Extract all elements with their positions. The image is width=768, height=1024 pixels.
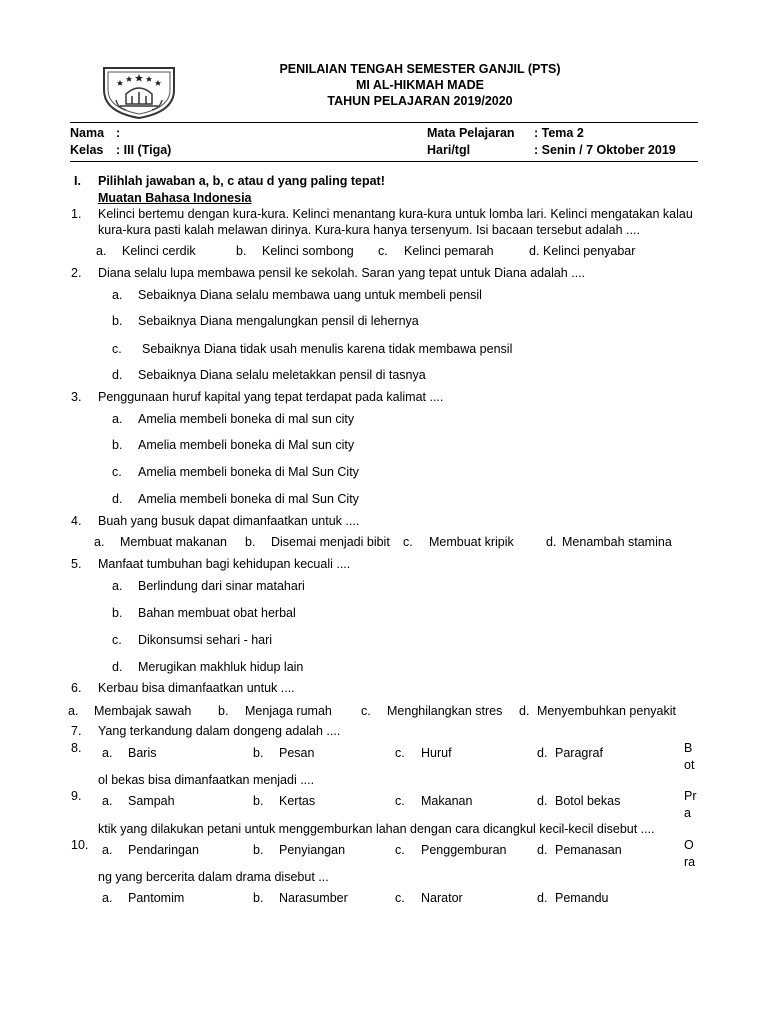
q2-option-d[interactable]: Sebaiknya Diana selalu meletakkan pensil di tasnya	[138, 368, 426, 382]
q5-option-d[interactable]: Merugikan makhluk hidup lain	[138, 660, 304, 674]
q8-option-b-label: b.	[253, 794, 264, 808]
q1-option-c[interactable]: Kelinci pemarah	[404, 244, 494, 258]
q5-option-a[interactable]: Berlindung dari sinar matahari	[138, 579, 305, 593]
kelas-value: : III (Tiga)	[116, 143, 172, 157]
q10-side-fragment-1: O	[684, 838, 694, 852]
q5-number: 5.	[71, 557, 82, 571]
q1-number: 1.	[71, 207, 82, 221]
q8-option-c-label: c.	[395, 794, 405, 808]
q2-option-b-label: b.	[112, 314, 123, 328]
q10-option-b-label: b.	[253, 891, 264, 905]
q8-option-c[interactable]: Makanan	[421, 794, 473, 808]
q2-text: Diana selalu lupa membawa pensil ke sekolah. Saran yang tepat untuk Diana adalah ....	[98, 266, 586, 280]
q1-option-b[interactable]: Kelinci sombong	[262, 244, 354, 258]
q9-side-fragment-2: a	[684, 806, 691, 820]
q2-option-a[interactable]: Sebaiknya Diana selalu membawa uang untuk membeli pensil	[138, 288, 482, 302]
q8-option-a[interactable]: Sampah	[128, 794, 175, 808]
q2-option-c[interactable]: Sebaiknya Diana tidak usah menulis karena tidak membawa pensil	[142, 342, 513, 356]
q3-number: 3.	[71, 390, 82, 404]
q4-text: Buah yang busuk dapat dimanfaatkan untuk ....	[98, 514, 360, 528]
q1-option-d-label: d.	[529, 244, 540, 258]
header-rule-top	[70, 122, 698, 123]
q3-option-d[interactable]: Amelia membeli boneka di mal Sun City	[138, 492, 359, 506]
q4-number: 4.	[71, 514, 82, 528]
q4-option-d[interactable]: Menambah stamina	[562, 535, 672, 549]
q1-text-line2: kura-kura pasti kalah melawan dirinya. Kura-kura hanya tersenyum. Isi bacaan tersebut adalah ....	[98, 223, 640, 237]
q7-option-b-label: b.	[253, 746, 264, 760]
q3-option-b-label: b.	[112, 438, 123, 452]
q4-option-a-label: a.	[94, 535, 105, 549]
nama-label: Nama	[70, 126, 105, 140]
school-emblem-icon	[96, 60, 182, 120]
q3-option-d-label: d.	[112, 492, 123, 506]
q10-option-d[interactable]: Pemandu	[555, 891, 609, 905]
q7-option-a-label: a.	[102, 746, 113, 760]
q8-text: ol bekas bisa dimanfaatkan menjadi ....	[98, 773, 315, 787]
q7-option-c[interactable]: Huruf	[421, 746, 452, 760]
header-rule-bottom	[70, 161, 698, 162]
section-instruction: Pilihlah jawaban a, b, c atau d yang paling tepat!	[98, 174, 385, 188]
q6-text: Kerbau bisa dimanfaatkan untuk ....	[98, 681, 295, 695]
q10-option-c-label: c.	[395, 891, 405, 905]
q7-text: Yang terkandung dalam dongeng adalah ....	[98, 724, 341, 738]
header-title-line1: PENILAIAN TENGAH SEMESTER GANJIL (PTS)	[279, 62, 561, 76]
q8-option-b[interactable]: Kertas	[279, 794, 316, 808]
q6-option-c-label: c.	[361, 704, 371, 718]
q10-option-c[interactable]: Narator	[421, 891, 463, 905]
q7-option-c-label: c.	[395, 746, 405, 760]
q2-option-d-label: d.	[112, 368, 123, 382]
q6-option-c[interactable]: Menghilangkan stres	[387, 704, 503, 718]
q10-text: ng yang bercerita dalam drama disebut ...	[98, 870, 329, 884]
q8-option-d[interactable]: Botol bekas	[555, 794, 621, 808]
q1-option-d[interactable]: Kelinci penyabar	[543, 244, 636, 258]
hari-label: Hari/tgl	[427, 143, 471, 157]
q3-option-c[interactable]: Amelia membeli boneka di Mal Sun City	[138, 465, 359, 479]
q10-option-a[interactable]: Pantomim	[128, 891, 185, 905]
q3-option-b[interactable]: Amelia membeli boneka di Mal sun city	[138, 438, 355, 452]
q10-number: 10.	[71, 838, 89, 852]
q3-option-a[interactable]: Amelia membeli boneka di mal sun city	[138, 412, 355, 426]
hari-value: : Senin / 7 Oktober 2019	[534, 143, 676, 157]
q1-option-a[interactable]: Kelinci cerdik	[122, 244, 196, 258]
q10-option-d-label: d.	[537, 891, 548, 905]
q5-option-d-label: d.	[112, 660, 123, 674]
q9-option-a[interactable]: Pendaringan	[128, 843, 199, 857]
q10-option-a-label: a.	[102, 891, 113, 905]
q3-option-a-label: a.	[112, 412, 123, 426]
q8-option-a-label: a.	[102, 794, 113, 808]
q6-option-a[interactable]: Membajak sawah	[94, 704, 192, 718]
q8-side-fragment-1: B	[684, 741, 693, 755]
q6-option-d[interactable]: Menyembuhkan penyakit	[537, 704, 676, 718]
q6-option-d-label: d.	[519, 704, 530, 718]
q3-option-c-label: c.	[112, 465, 122, 479]
q6-option-a-label: a.	[68, 704, 79, 718]
q9-option-c-label: c.	[395, 843, 405, 857]
q4-option-a[interactable]: Membuat makanan	[120, 535, 228, 549]
q4-option-d-label: d.	[546, 535, 557, 549]
section-number: I.	[74, 174, 81, 188]
q5-option-b-label: b.	[112, 606, 123, 620]
q10-option-b[interactable]: Narasumber	[279, 891, 348, 905]
q8-option-d-label: d.	[537, 794, 548, 808]
q7-option-d[interactable]: Paragraf	[555, 746, 603, 760]
q9-text: ktik yang dilakukan petani untuk menggemburkan lahan dengan cara dicangkul kecil-kecil disebut ....	[98, 822, 655, 836]
q9-option-c[interactable]: Penggemburan	[421, 843, 507, 857]
q4-option-c[interactable]: Membuat kripik	[429, 535, 514, 549]
q5-option-c[interactable]: Dikonsumsi sehari - hari	[138, 633, 273, 647]
q9-option-a-label: a.	[102, 843, 113, 857]
q2-option-c-label: c.	[112, 342, 122, 356]
q5-text: Manfaat tumbuhan bagi kehidupan kecuali ....	[98, 557, 351, 571]
q6-option-b[interactable]: Menjaga rumah	[245, 704, 332, 718]
q5-option-b[interactable]: Bahan membuat obat herbal	[138, 606, 296, 620]
q2-number: 2.	[71, 266, 82, 280]
q8-side-fragment-2: ot	[684, 758, 695, 772]
q5-option-c-label: c.	[112, 633, 122, 647]
q3-text: Penggunaan huruf kapital yang tepat terdapat pada kalimat ....	[98, 390, 444, 404]
q9-option-d-label: d.	[537, 843, 548, 857]
mapel-value: : Tema 2	[534, 126, 584, 140]
q9-option-d[interactable]: Pemanasan	[555, 843, 622, 857]
q7-option-b[interactable]: Pesan	[279, 746, 315, 760]
q8-number: 8.	[71, 741, 82, 755]
q7-option-a[interactable]: Baris	[128, 746, 157, 760]
q1-option-c-label: c.	[378, 244, 388, 258]
section-subject: Muatan Bahasa Indonesia	[98, 191, 252, 205]
header-title-line3: TAHUN PELAJARAN 2019/2020	[327, 94, 513, 108]
q9-number: 9.	[71, 789, 82, 803]
kelas-label: Kelas	[70, 143, 104, 157]
q2-option-a-label: a.	[112, 288, 123, 302]
q6-option-b-label: b.	[218, 704, 229, 718]
q2-option-b[interactable]: Sebaiknya Diana mengalungkan pensil di lehernya	[138, 314, 419, 328]
q1-option-a-label: a.	[96, 244, 107, 258]
mapel-label: Mata Pelajaran	[427, 126, 515, 140]
q4-option-c-label: c.	[403, 535, 413, 549]
q9-option-b[interactable]: Penyiangan	[279, 843, 346, 857]
q1-text-line1: Kelinci bertemu dengan kura-kura. Kelinci menantang kura-kura untuk lomba lari. Kelinci mengatakan kalau	[98, 207, 693, 221]
q4-option-b[interactable]: Disemai menjadi bibit	[271, 535, 390, 549]
header-title-line2: MI AL-HIKMAH MADE	[356, 78, 484, 92]
q1-option-b-label: b.	[236, 244, 247, 258]
q10-side-fragment-2: ra	[684, 855, 696, 869]
q6-number: 6.	[71, 681, 82, 695]
q4-option-b-label: b.	[245, 535, 256, 549]
q9-side-fragment-1: Pr	[684, 789, 697, 803]
q7-option-d-label: d.	[537, 746, 548, 760]
q9-option-b-label: b.	[253, 843, 264, 857]
q5-option-a-label: a.	[112, 579, 123, 593]
nama-value: :	[116, 126, 121, 140]
q7-number: 7.	[71, 724, 82, 738]
